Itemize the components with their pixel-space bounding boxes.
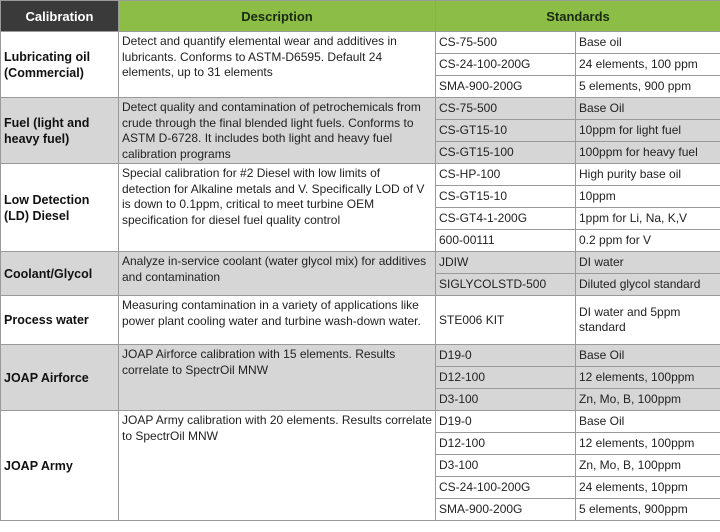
calibration-name-joap-airforce: JOAP Airforce <box>1 345 119 411</box>
table-row <box>1 32 720 54</box>
standard-part-number: SIGLYCOLSTD-500 <box>436 274 576 296</box>
calibration-description: Special calibration for #2 Diesel with low limits of detection for Alkaline metals and V. Specifically LOD of V is down to 0.1ppm, critical to meet turbine OEM specification for diesel fuel quality control <box>119 164 436 252</box>
standard-part-number: STE006 KIT <box>436 296 576 345</box>
calibration-description: Detect and quantify elemental wear and additives in lubricants. Conforms to ASTM-D6595. Default 24 elements, up to 31 elements <box>119 32 436 98</box>
standard-part-number: CS-GT4-1-200G <box>436 208 576 230</box>
standard-description: High purity base oil <box>576 164 720 186</box>
header-calibration: Calibration <box>1 1 119 32</box>
table-row <box>1 345 720 367</box>
standard-description: 24 elements, 100 ppm <box>576 54 720 76</box>
header-standards: Standards <box>436 1 720 32</box>
standard-part-number: CS-75-500 <box>436 32 576 54</box>
standard-part-number: CS-GT15-100 <box>436 142 576 164</box>
calibration-description: Measuring contamination in a variety of applications like power plant cooling water and turbine wash-down water. <box>119 296 436 345</box>
standard-part-number: D19-0 <box>436 345 576 367</box>
standard-part-number: D12-100 <box>436 367 576 389</box>
calibration-name-low-detection-ld-diesel: Low Detection (LD) Diesel <box>1 164 119 252</box>
standard-description: DI water and 5ppm standard <box>576 296 720 345</box>
calibration-name-coolant-glycol: Coolant/Glycol <box>1 252 119 296</box>
table-row <box>1 164 720 186</box>
header-description: Description <box>119 1 436 32</box>
standard-description: Base Oil <box>576 411 720 433</box>
standard-part-number: CS-24-100-200G <box>436 477 576 499</box>
calibration-name-process-water: Process water <box>1 296 119 345</box>
standard-part-number: D3-100 <box>436 389 576 411</box>
standard-description: Zn, Mo, B, 100ppm <box>576 389 720 411</box>
standard-description: 100ppm for heavy fuel <box>576 142 720 164</box>
standard-description: 5 elements, 900 ppm <box>576 76 720 98</box>
standard-part-number: 600-00111 <box>436 230 576 252</box>
standard-part-number: CS-GT15-10 <box>436 186 576 208</box>
standard-description: 24 elements, 10ppm <box>576 477 720 499</box>
standard-part-number: SMA-900-200G <box>436 499 576 521</box>
calibration-name-joap-army: JOAP Army <box>1 411 119 521</box>
table-body <box>1 32 720 521</box>
standard-part-number: CS-75-500 <box>436 98 576 120</box>
standard-part-number: CS-HP-100 <box>436 164 576 186</box>
table-row <box>1 252 720 274</box>
table-row <box>1 296 720 345</box>
standard-part-number: D12-100 <box>436 433 576 455</box>
calibration-description: Detect quality and contamination of petrochemicals from crude through the final blended light fuels. Conforms to ASTM D-6728. It includes both light and heavy fuel calibration programs <box>119 98 436 164</box>
calibration-description: Analyze in-service coolant (water glycol mix) for additives and contamination <box>119 252 436 296</box>
standard-description: 12 elements, 100ppm <box>576 367 720 389</box>
header-row <box>1 1 720 32</box>
standard-description: Base oil <box>576 32 720 54</box>
standard-part-number: CS-24-100-200G <box>436 54 576 76</box>
standard-description: 12 elements, 100ppm <box>576 433 720 455</box>
table-row <box>1 411 720 433</box>
standard-description: Diluted glycol standard <box>576 274 720 296</box>
standard-description: 5 elements, 900ppm <box>576 499 720 521</box>
table-row <box>1 98 720 120</box>
standard-description: DI water <box>576 252 720 274</box>
standard-description: Zn, Mo, B, 100ppm <box>576 455 720 477</box>
calibration-description: JOAP Airforce calibration with 15 elements. Results correlate to SpectrOil MNW <box>119 345 436 411</box>
calibration-description: JOAP Army calibration with 20 elements. Results correlate to SpectrOil MNW <box>119 411 436 521</box>
standard-part-number: D3-100 <box>436 455 576 477</box>
standard-description: 10ppm <box>576 186 720 208</box>
calibration-name-fuel-light-and-heavy-fuel: Fuel (light and heavy fuel) <box>1 98 119 164</box>
standard-description: Base Oil <box>576 98 720 120</box>
standard-description: 10ppm for light fuel <box>576 120 720 142</box>
standard-part-number: CS-GT15-10 <box>436 120 576 142</box>
standard-description: 1ppm for Li, Na, K,V <box>576 208 720 230</box>
standard-part-number: D19-0 <box>436 411 576 433</box>
standard-part-number: SMA-900-200G <box>436 76 576 98</box>
standard-description: Base Oil <box>576 345 720 367</box>
calibration-name-lubricating-oil-commercial: Lubricating oil (Commercial) <box>1 32 119 98</box>
standard-description: 0.2 ppm for V <box>576 230 720 252</box>
standard-part-number: JDIW <box>436 252 576 274</box>
